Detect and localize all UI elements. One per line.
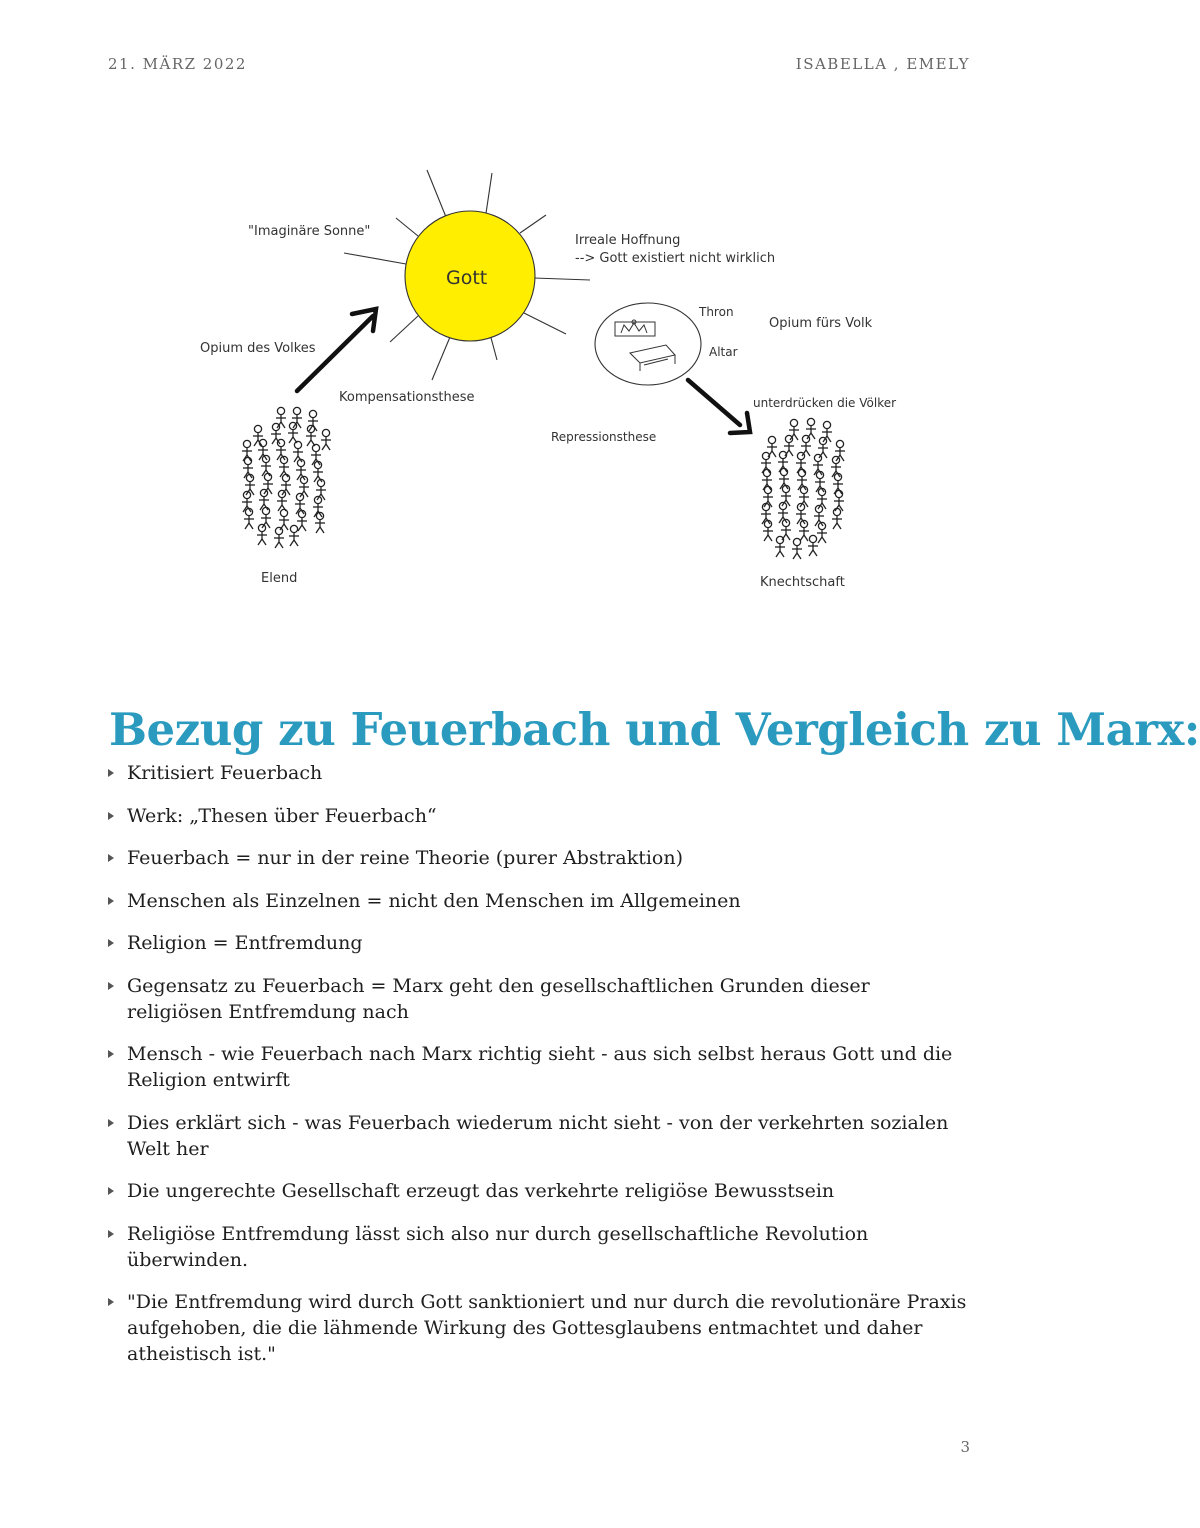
crown-icon [615, 320, 655, 336]
bullet-icon [108, 1230, 114, 1238]
bullet-icon [108, 812, 114, 820]
list-item [108, 1110, 968, 1162]
throne-label: Thron [699, 305, 734, 319]
irreal-hope-label: Irreale Hoffnung [575, 233, 681, 248]
list-item-text: Dies erklärt sich - was Feuerbach wiederum nicht sieht - von der verkehrten sozialen Welt her [127, 1111, 949, 1160]
opium-fuers-volk-label: Opium fürs Volk [769, 316, 873, 331]
crowd-left [242, 407, 331, 548]
repression-label: Repressionsthese [551, 430, 657, 444]
bullet-icon [108, 982, 114, 990]
list-item [108, 1221, 968, 1273]
bullet-icon [108, 1119, 114, 1127]
altar-label: Altar [709, 345, 738, 359]
list-item [108, 973, 968, 1025]
crowd-right [761, 418, 845, 559]
list-item-text: Kritisiert Feuerbach [127, 762, 323, 784]
bullet-icon [108, 769, 114, 777]
list-item-text: Feuerbach = nur in der reine Theorie (purer Abstraktion) [127, 847, 684, 869]
page-number: 3 [960, 1438, 970, 1456]
misery-label: Elend [261, 571, 298, 586]
arrow-repression [688, 380, 750, 433]
list-item-text: Die ungerechte Gesellschaft erzeugt das verkehrte religiöse Bewusstsein [127, 1180, 835, 1202]
bullet-icon [108, 1050, 114, 1058]
list-item-text: Menschen als Einzelnen = nicht den Menschen im Allgemeinen [127, 889, 741, 912]
list-item-text: Gegensatz zu Feuerbach = Marx geht den gesellschaftlichen Grunden dieser religiösen Entfremdung nach [127, 974, 870, 1023]
list-item-text: Werk: „Thesen über Feuerbach“ [127, 804, 437, 827]
list-item [108, 930, 968, 956]
list-item [108, 1041, 968, 1093]
religion-diagram [0, 150, 1080, 600]
god-label: Gott [446, 267, 488, 289]
bullet-icon [108, 939, 114, 947]
throne-altar-circle [595, 303, 701, 385]
imaginary-sun-label: "Imaginäre Sonne" [248, 224, 371, 239]
suppress-label: unterdrücken die Völker [753, 396, 897, 410]
list-item [108, 1289, 968, 1367]
list-item [108, 803, 968, 829]
opium-des-volkes-label: Opium des Volkes [200, 341, 316, 356]
header-date: 21. MÄRZ 2022 [108, 55, 247, 73]
list-item [108, 845, 968, 871]
list-item-text: "Die Entfremdung wird durch Gott sanktioniert und nur durch die revolutionäre Praxis aufgehoben, die die lähmende Wirkung des Gottesglaubens entmachtet und daher atheistisch ist." [127, 1291, 967, 1365]
section-heading: Bezug zu Feuerbach und Vergleich zu Marx: [109, 703, 1200, 756]
bullet-icon [108, 1298, 114, 1306]
list-item-text: Mensch - wie Feuerbach nach Marx richtig sieht - aus sich selbst heraus Gott und die Religion entwirft [127, 1043, 953, 1091]
bullet-icon [108, 1187, 114, 1195]
bullet-icon [108, 897, 114, 905]
list-item [108, 1178, 968, 1204]
list-item [108, 888, 968, 914]
bullet-list [108, 760, 968, 1384]
header-authors: ISABELLA , EMELY [795, 55, 970, 73]
bullet-icon [108, 854, 114, 862]
compensation-label: Kompensationsthese [339, 390, 475, 405]
servitude-label: Knechtschaft [760, 575, 845, 590]
list-item-text: Religiöse Entfremdung lässt sich also nur durch gesellschaftliche Revolution überwinden. [127, 1222, 869, 1271]
god-not-exist-label: --> Gott existiert nicht wirklich [575, 251, 776, 266]
list-item [108, 760, 968, 786]
list-item-text: Religion = Entfremdung [127, 932, 363, 954]
